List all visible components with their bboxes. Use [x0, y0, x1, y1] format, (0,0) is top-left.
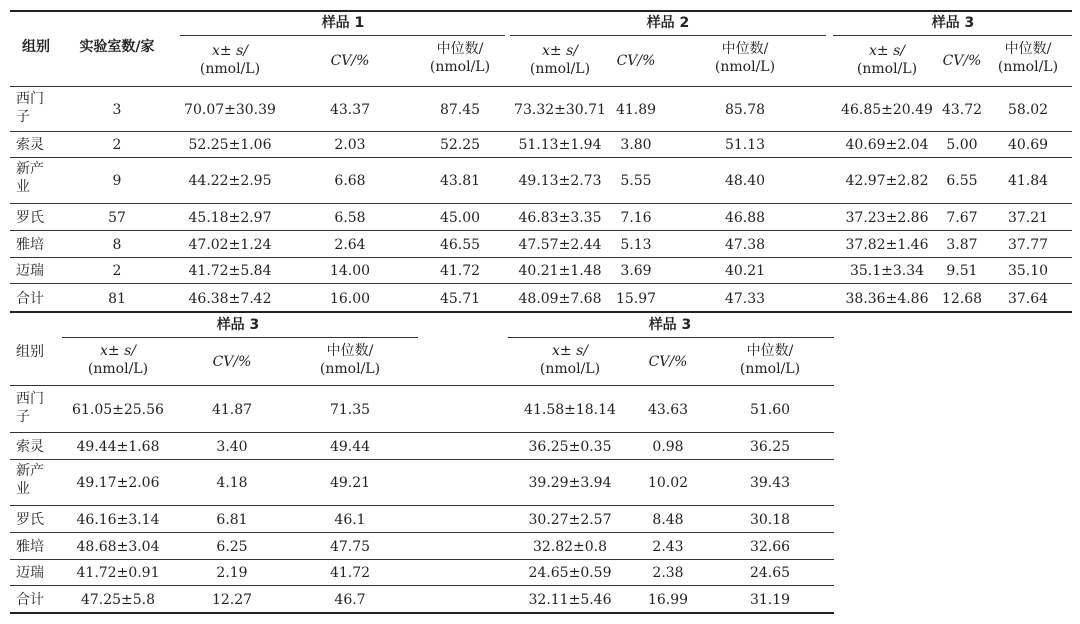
median-cell: 48.40	[724, 172, 766, 189]
cv-cell: 8.48	[652, 511, 684, 528]
cv-cell: 6.55	[946, 172, 978, 189]
cv-cell: 6.68	[334, 172, 366, 189]
mean-sd-cell: 41.72±0.91	[76, 565, 160, 581]
group-cell: 合计	[16, 290, 44, 307]
median-cell: 51.13	[724, 137, 766, 153]
group-cell	[16, 90, 44, 126]
median-cell: 36.25	[749, 438, 791, 455]
mean-sd-cell: 38.36±4.86	[845, 290, 929, 307]
group-cell: 迈瑞	[16, 565, 44, 581]
median-cell: 32.66	[749, 538, 791, 555]
bottom-table-bottom-rule	[10, 612, 834, 614]
cv-cell: 3.40	[216, 438, 248, 455]
mean-sd-header-line: (nmol/L)	[529, 61, 591, 77]
row-rule	[10, 585, 834, 586]
cv-cell: 41.87	[211, 402, 253, 418]
median-header-line: (nmol/L)	[714, 59, 776, 75]
median-header-line: 中位数/	[436, 41, 484, 57]
labs-cell: 81	[108, 290, 126, 307]
col-group-header: 组别	[22, 39, 50, 55]
row-rule	[10, 432, 834, 433]
labs-cell: 57	[108, 209, 126, 226]
cv-cell: 12.68	[941, 290, 983, 307]
cv-cell: 12.27	[211, 592, 253, 608]
bottom-sample-b-title: 样品 3	[648, 317, 692, 333]
median-cell: 52.25	[439, 137, 481, 153]
mean-sd-cell: 46.16±3.14	[76, 511, 160, 528]
group-cell-line: 新产	[16, 463, 44, 479]
cv-cell: 6.25	[216, 538, 248, 555]
mean-sd-cell: 44.22±2.95	[188, 172, 272, 189]
median-header	[320, 342, 380, 378]
cv-cell: 43.72	[941, 101, 983, 118]
median-header-line: 中位数/	[1004, 41, 1052, 57]
median-cell: 40.69	[1007, 137, 1049, 153]
median-header	[998, 40, 1058, 76]
mean-sd-header	[540, 342, 600, 378]
median-header-line: (nmol/L)	[429, 59, 491, 75]
mean-sd-header-line: x± s/	[212, 43, 248, 59]
mean-sd-cell: 37.23±2.86	[845, 209, 929, 226]
median-cell: 39.43	[749, 474, 791, 491]
labs-cell: 3	[112, 101, 122, 118]
median-cell: 47.33	[724, 290, 766, 307]
median-cell: 45.00	[439, 209, 481, 226]
mean-sd-cell: 42.97±2.82	[845, 172, 929, 189]
mean-sd-cell: 46.38±7.42	[188, 290, 272, 307]
cv-header: CV/%	[212, 354, 252, 370]
cv-cell: 16.00	[329, 290, 371, 307]
mean-sd-header-line: x± s/	[552, 343, 588, 359]
mean-sd-cell: 70.07±30.39	[184, 101, 276, 118]
mean-sd-cell: 39.29±3.94	[528, 474, 612, 491]
cv-cell: 15.97	[615, 290, 657, 307]
cv-cell: 5.00	[946, 137, 978, 153]
row-rule	[10, 532, 834, 533]
mean-sd-header-line: (nmol/L)	[87, 361, 149, 377]
cv-cell: 2.38	[652, 565, 684, 581]
cv-cell: 2.43	[652, 538, 684, 555]
cv-header: CV/%	[330, 53, 370, 69]
cv-cell: 16.99	[647, 592, 689, 608]
median-header-line: (nmol/L)	[739, 361, 801, 377]
header-bottom-rule	[10, 86, 1072, 87]
group-cell-line: 西门	[16, 391, 44, 407]
median-cell: 87.45	[439, 101, 481, 118]
median-cell: 51.60	[749, 402, 791, 418]
median-cell: 46.55	[439, 236, 481, 253]
cv-cell: 6.81	[216, 511, 248, 528]
group-cell-line: 业	[16, 481, 30, 497]
group-cell-line: 业	[16, 179, 30, 195]
mean-sd-cell: 61.05±25.56	[72, 402, 164, 418]
row-rule	[10, 283, 1072, 284]
median-cell: 24.65	[749, 565, 791, 581]
labs-cell: 2	[112, 137, 122, 153]
median-cell: 37.64	[1007, 290, 1049, 307]
cv-cell: 7.16	[620, 209, 652, 226]
cv-cell: 9.51	[946, 263, 978, 279]
mean-sd-cell: 24.65±0.59	[528, 565, 612, 581]
mean-sd-cell: 49.17±2.06	[76, 474, 160, 491]
row-rule	[10, 230, 1072, 231]
group-cell: 雅培	[16, 236, 44, 253]
mean-sd-cell: 41.72±5.84	[188, 263, 272, 279]
cv-header: CV/%	[648, 354, 688, 370]
row-rule	[10, 257, 1072, 258]
cv-cell: 10.02	[647, 474, 689, 491]
cv-cell: 2.64	[334, 236, 366, 253]
mean-sd-cell: 48.68±3.04	[76, 538, 160, 555]
mean-sd-header-line: (nmol/L)	[539, 361, 601, 377]
mean-sd-cell: 48.09±7.68	[518, 290, 602, 307]
median-cell: 30.18	[749, 511, 791, 528]
mean-sd-cell: 47.57±2.44	[518, 236, 602, 253]
cv-cell: 3.87	[946, 236, 978, 253]
median-cell: 46.88	[724, 209, 766, 226]
median-cell: 41.72	[439, 263, 481, 279]
mean-sd-header-line: (nmol/L)	[199, 61, 261, 77]
group-cell: 合计	[16, 592, 44, 608]
cv-cell: 5.13	[620, 236, 652, 253]
group-cell	[16, 160, 44, 196]
mean-sd-cell: 30.27±2.57	[528, 511, 612, 528]
median-cell: 31.19	[749, 592, 791, 608]
col-labs-header: 实验室数/家	[79, 39, 155, 55]
cv-cell: 41.89	[615, 101, 657, 118]
sample1-rule	[180, 35, 505, 36]
mean-sd-header	[530, 42, 590, 78]
median-cell: 47.75	[329, 538, 371, 555]
row-rule	[10, 505, 834, 506]
mean-sd-header	[88, 342, 148, 378]
row-rule	[10, 157, 1072, 158]
row-rule	[10, 203, 1072, 204]
bottom-col-group-header: 组别	[16, 344, 44, 360]
mean-sd-cell: 46.83±3.35	[518, 209, 602, 226]
median-cell: 45.71	[439, 290, 481, 307]
cv-cell: 2.19	[216, 565, 248, 581]
median-header	[430, 40, 490, 76]
group-cell: 迈瑞	[16, 263, 44, 279]
mean-sd-cell: 49.44±1.68	[76, 438, 160, 455]
median-cell: 41.72	[329, 565, 371, 581]
median-header-line: 中位数/	[326, 343, 374, 359]
cv-cell: 3.69	[620, 263, 652, 279]
cv-cell: 3.80	[620, 137, 652, 153]
mean-sd-cell: 35.1±3.34	[849, 263, 925, 279]
median-cell: 40.21	[724, 263, 766, 279]
group-cell: 索灵	[16, 438, 44, 455]
cv-cell: 7.67	[946, 209, 978, 226]
row-rule	[10, 559, 834, 560]
median-header	[740, 342, 800, 378]
cv-cell: 5.55	[620, 172, 652, 189]
median-cell: 49.21	[329, 474, 371, 491]
mean-sd-cell: 32.82±0.8	[532, 538, 608, 555]
mean-sd-cell: 46.85±20.49	[841, 101, 933, 118]
sample2-title: 样品 2	[646, 15, 690, 31]
mean-sd-header-line: x± s/	[100, 343, 136, 359]
group-cell: 雅培	[16, 538, 44, 555]
group-cell: 索灵	[16, 137, 44, 153]
labs-cell: 9	[112, 172, 122, 189]
mean-sd-header-line: x± s/	[542, 43, 578, 59]
median-cell: 46.7	[334, 592, 366, 608]
sample3-rule	[833, 35, 1072, 36]
bottom-header-rule	[10, 385, 834, 386]
cv-header: CV/%	[942, 53, 982, 69]
median-cell: 71.35	[329, 402, 371, 418]
median-cell: 43.81	[439, 172, 481, 189]
group-cell	[16, 390, 44, 426]
cv-cell: 2.03	[334, 137, 366, 153]
bottom-sample-a-title: 样品 3	[216, 317, 260, 333]
mean-sd-cell: 52.25±1.06	[188, 137, 272, 153]
median-header-line: (nmol/L)	[997, 59, 1059, 75]
labs-cell: 2	[112, 263, 122, 279]
median-cell: 37.21	[1007, 209, 1049, 226]
group-cell-line: 西门	[16, 91, 44, 107]
cv-cell: 43.63	[647, 402, 689, 418]
median-cell: 85.78	[724, 101, 766, 118]
top-table-top-rule	[10, 10, 1072, 12]
mean-sd-cell: 45.18±2.97	[188, 209, 272, 226]
median-cell: 47.38	[724, 236, 766, 253]
sample2-rule	[510, 35, 826, 36]
group-cell-line: 子	[16, 109, 30, 125]
median-header-line: (nmol/L)	[319, 361, 381, 377]
median-cell: 46.1	[334, 511, 366, 528]
mean-sd-header	[200, 42, 260, 78]
median-cell: 41.84	[1007, 172, 1049, 189]
row-rule	[10, 459, 834, 460]
mean-sd-cell: 36.25±0.35	[528, 438, 612, 455]
median-header-line: 中位数/	[746, 343, 794, 359]
group-cell: 罗氏	[16, 511, 44, 528]
row-rule	[10, 131, 1072, 132]
cv-cell: 14.00	[329, 263, 371, 279]
cv-cell: 4.18	[216, 474, 248, 491]
cv-cell: 0.98	[652, 438, 684, 455]
median-cell: 37.77	[1007, 236, 1049, 253]
mean-sd-cell: 40.69±2.04	[845, 137, 929, 153]
mean-sd-cell: 40.21±1.48	[518, 263, 602, 279]
group-cell-line: 子	[16, 409, 30, 425]
mean-sd-cell: 51.13±1.94	[518, 137, 602, 153]
mean-sd-cell: 49.13±2.73	[518, 172, 602, 189]
median-cell: 35.10	[1007, 263, 1049, 279]
group-cell	[16, 462, 44, 498]
median-header	[715, 40, 775, 76]
top-table-bottom-rule	[10, 311, 1072, 313]
cv-header: CV/%	[616, 53, 656, 69]
mean-sd-header-line: (nmol/L)	[856, 61, 918, 77]
mean-sd-cell: 73.32±30.71	[514, 101, 606, 118]
mean-sd-cell: 47.25±5.8	[80, 592, 156, 608]
bottom-sample-b-rule	[508, 337, 834, 338]
bottom-sample-a-rule	[62, 337, 418, 338]
median-header-line: 中位数/	[721, 41, 769, 57]
cv-cell: 6.58	[334, 209, 366, 226]
sample1-title: 样品 1	[321, 15, 365, 31]
median-cell: 49.44	[329, 438, 371, 455]
mean-sd-header-line: x± s/	[869, 43, 905, 59]
mean-sd-cell: 47.02±1.24	[188, 236, 272, 253]
labs-cell: 8	[112, 236, 122, 253]
mean-sd-cell: 37.82±1.46	[845, 236, 929, 253]
mean-sd-cell: 41.58±18.14	[524, 402, 616, 418]
group-cell-line: 新产	[16, 161, 44, 177]
median-cell: 58.02	[1007, 101, 1049, 118]
cv-cell: 43.37	[329, 101, 371, 118]
sample3-title: 样品 3	[931, 15, 975, 31]
mean-sd-header	[857, 42, 917, 78]
mean-sd-cell: 32.11±5.46	[528, 592, 612, 608]
group-cell: 罗氏	[16, 209, 44, 226]
